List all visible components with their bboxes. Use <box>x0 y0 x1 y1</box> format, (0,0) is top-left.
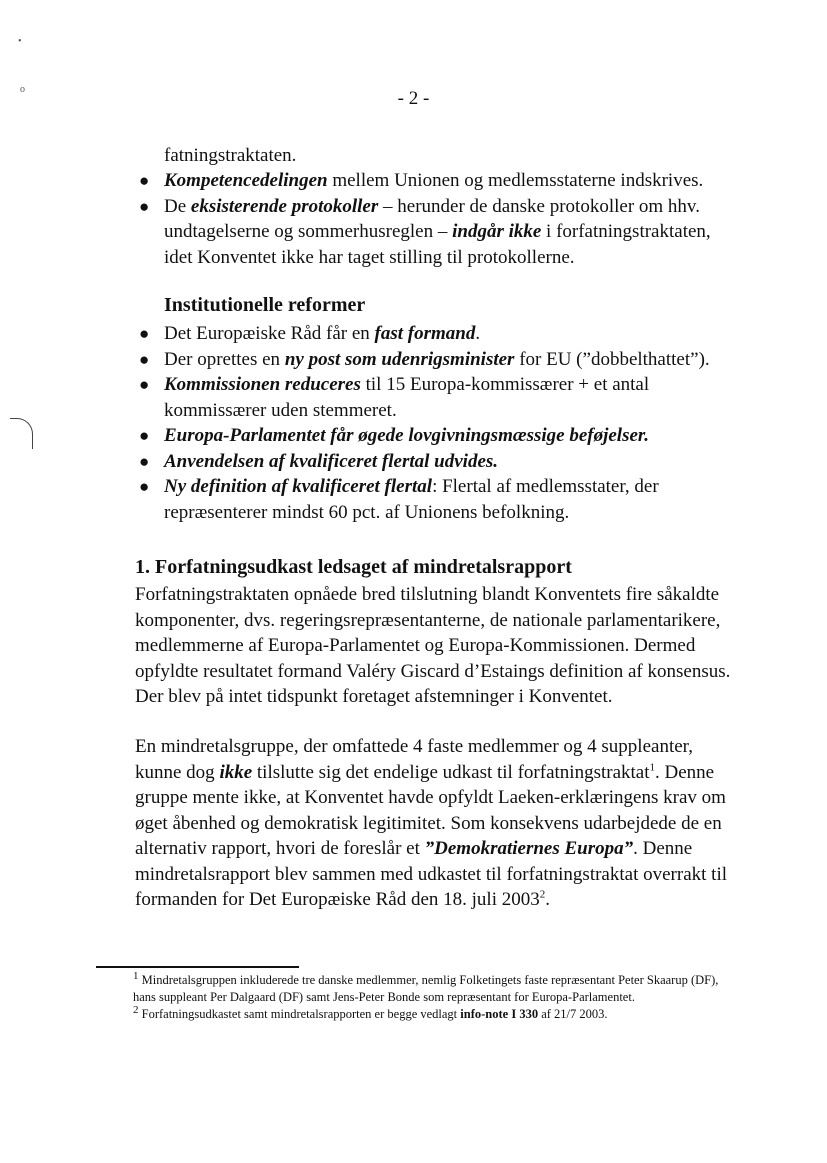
page-number: - 2 - <box>397 88 430 109</box>
bullet-icon: ● <box>139 426 150 445</box>
bullet-list-institutional <box>135 321 735 525</box>
margin-bracket-mark <box>10 418 33 449</box>
list-item: ● De eksisterende protokoller – herunder de danske protokoller om hhv. undtagelserne og sommerhusreglen – indgår ikke i forfatningstraktaten, idet Konventet ikke har taget stilling til protokollerne. <box>139 195 711 268</box>
paragraph-consensus: Forfatningstraktaten opnåede bred tilslutning blandt Konventets fire såkaldte komponenter, dvs. regeringsrepræsentanterne, de nationale parlamentarikere, medlemmerne af Europa-Parlamentet og Europa-Kommissionen. Dermed opfyldte resultatet formand Valéry Giscard d’Estaings definition af konsensus. Der blev på intet tidspunkt foretaget afstemninger i Konventet. <box>135 584 731 707</box>
list-item: ● Anvendelsen af kvalificeret flertal udvides. <box>135 449 735 475</box>
footnote-ref-1: 1 <box>649 761 655 774</box>
footnotes <box>133 969 723 1023</box>
footnote-1: $^1$ Mindretalsgruppen inkluderede tre danske medlemmer, nemlig Folketingets faste repræsentant Peter Skaarup (DF), hans suppleant Per Dalgaard (DF) samt Jens-Peter Bonde som repræsentant for Europa-Parlamentet. <box>133 969 719 1004</box>
list-item: ● Der oprettes en ny post som udenrigsminister for EU (”dobbelthattet”). <box>135 347 735 373</box>
bullet-icon: ● <box>139 451 150 471</box>
list-item: ● Kompetencedelingen mellem Unionen og medlemsstaterne indskrives. <box>135 168 735 194</box>
bullet-icon: ● <box>139 375 150 394</box>
scan-speck: • <box>18 36 22 47</box>
section-heading-institutional: Institutionelle reformer <box>164 294 366 316</box>
bullet-icon: ● <box>139 349 150 369</box>
bullet-list-top <box>135 168 735 270</box>
list-item: ● Ny definition af kvalificeret flertal: Flertal af medlemsstater, der repræsenterer mindst 60 pct. af Unionens befolkning. <box>139 476 659 523</box>
paragraph-minority: En mindretalsgruppe, der omfattede 4 faste medlemmer og 4 suppleanter, kunne dog ikke tilslutte sig det endelige udkast til forfatningstraktat$^1$. Denne gruppe mente ikke, at Konventet havde opfyldt Laeken-erklæringens krav om øget åbenhed og demokratisk legitimitet. Som konsekvens udarbejdede de en alternativ rapport, hvori de foreslår et ”Demokratiernes Europa”. Denne mindretalsrapport blev sammen med udkastet til forfatningstraktat overrakt til formanden for Det Europæiske Råd den 18. juli 2003$^2$. <box>135 736 727 910</box>
footnote-divider <box>96 966 299 968</box>
list-item: ● Det Europæiske Råd får en fast formand. <box>135 321 735 347</box>
list-item: ● Europa-Parlamentet får øgede lovgivningsmæssige beføjelser. <box>135 423 735 449</box>
bullet-icon: ● <box>139 171 150 190</box>
list-item: ● Kommissionen reduceres til 15 Europa-kommissærer + et antal kommissærer uden stemmeret. <box>139 374 650 421</box>
bullet-icon: ● <box>139 477 150 496</box>
footnote-ref-2: 2 <box>539 888 546 901</box>
bullet-icon: ● <box>139 324 150 343</box>
scan-speck: o <box>20 84 25 95</box>
continued-text: fatningstraktaten. <box>164 145 297 166</box>
footnote-2: $^2$ Forfatningsudkastet samt mindretalsrapporten er begge vedlagt info-note I 330 af 21/7 2003. <box>133 1003 608 1021</box>
section-heading-1: 1. Forfatningsudkast ledsaget af mindretalsrapport <box>135 556 572 578</box>
bullet-icon: ● <box>139 196 150 216</box>
